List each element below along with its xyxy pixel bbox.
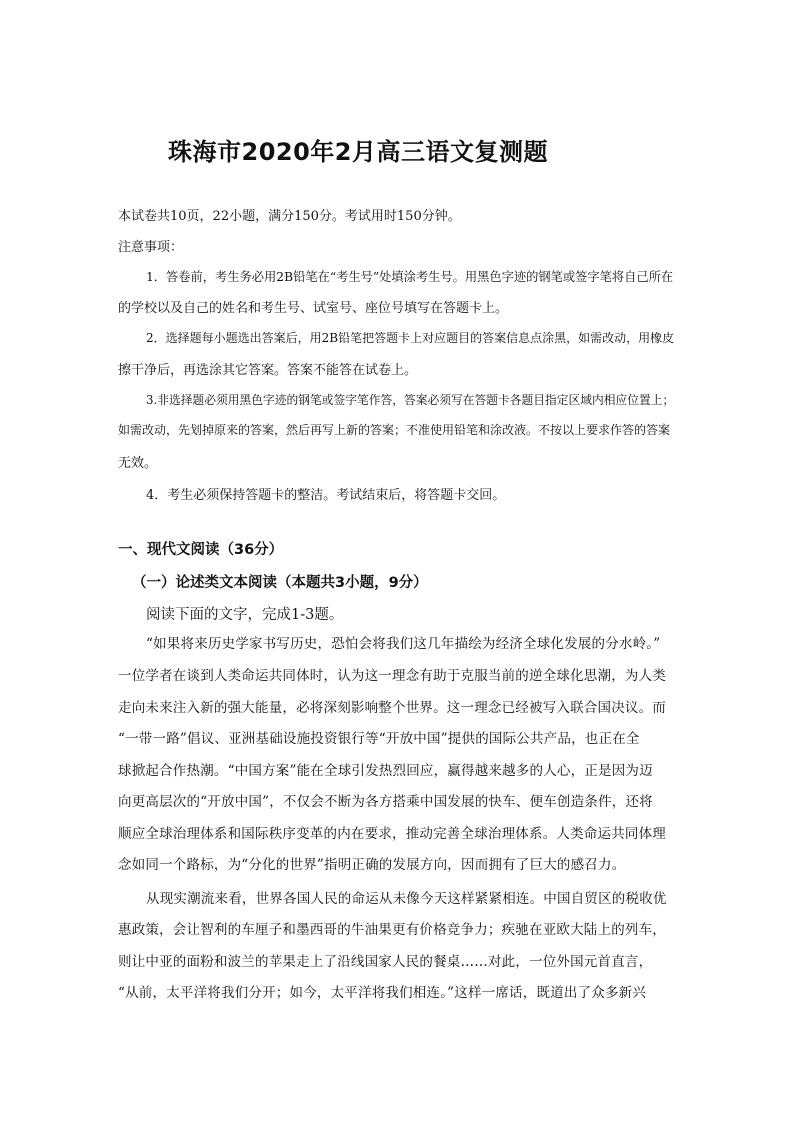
note-line: 4．考生必须保持答题卡的整洁。考试结束后，将答题卡交回。 [146,488,506,503]
note-line: 擦干净后，再选涂其它答案。答案不能答在试卷上。 [118,363,418,378]
passage-line: 惠政策，会让智利的车厘子和墨西哥的牛油果更有价格竞争力；疾驰在亚欧大陆上的列车， [118,922,666,938]
exam-intro: 本试卷共10页，22小题，满分150分。考试用时150分钟。 [118,209,461,224]
note-line: 的学校以及自己的姓名和考生号、试室号、座位号填写在答题卡上。 [118,301,509,316]
section-heading: 一、现代文阅读（36分） [118,542,284,558]
note-line: 1．答卷前，考生务必用2B铅笔在“考生号”处填涂考生号。用黑色字迹的钢笔或签字笔将自己所在 [146,270,674,284]
reading-instruction: 阅读下面的文字，完成1-3题。 [146,607,344,623]
passage-line: 向更高层次的“开放中国”，不仅会不断为各方搭乘中国发展的快车、便车创造条件，还将 [118,794,653,810]
passage-line: 一位学者在谈到人类命运共同体时，认为这一理念有助于克服当前的逆全球化思潮，为人类 [118,668,666,684]
note-line: 如需改动，先划掉原来的答案，然后再写上新的答案；不准使用铅笔和涂改液。不按以上要求作答的答案 [118,423,671,437]
notice-heading: 注意事项： [118,240,184,255]
page-title: 珠海市2020年2月高三语文复测题 [168,138,548,166]
passage-line: “如果将来历史学家书写历史，恐怕会将我们这几年描绘为经济全球化发展的分水岭。” [146,636,661,652]
passage-line: “从前，太平洋将我们分开；如今，太平洋将我们相连。”这样一席话，既道出了众多新兴 [118,985,647,1001]
note-line: 无效。 [118,456,158,471]
note-line: 2．选择题每小题选出答案后，用2B铅笔把答题卡上对应题目的答案信息点涂黑，如需改动，用橡皮 [146,331,675,345]
note-line: 3.非选择题必须用黑色字迹的钢笔或签字笔作答，答案必须写在答题卡各题目指定区域内相应位置上； [146,393,675,407]
passage-line: “一带一路”倡议、亚洲基础设施投资银行等“开放中国”提供的国际公共产品，也正在全 [118,731,640,747]
passage-line: 球掀起合作热潮。“中国方案”能在全球引发热烈回应，赢得越来越多的人心，正是因为迈 [118,763,653,779]
passage-line: 念如同一个路标，为“分化的世界”指明正确的发展方向，因而拥有了巨大的感召力。 [118,857,626,873]
passage-line: 则让中亚的面粉和波兰的苹果走上了沿线国家人民的餐桌……对此，一位外国元首直言， [118,954,653,970]
subsection-heading: （一）论述类文本阅读（本题共3小题，9分） [132,575,428,591]
passage-line: 从现实潮流来看，世界各国人民的命运从未像今天这样紧紧相连。中国自贸区的税收优 [146,891,667,907]
passage-line: 顺应全球治理体系和国际秩序变革的内在要求，推动完善全球治理体系。人类命运共同体理 [118,826,666,842]
passage-line: 走向未来注入新的强大能量，必将深刻影响整个世界。这一理念已经被写入联合国决议。而 [118,700,666,716]
